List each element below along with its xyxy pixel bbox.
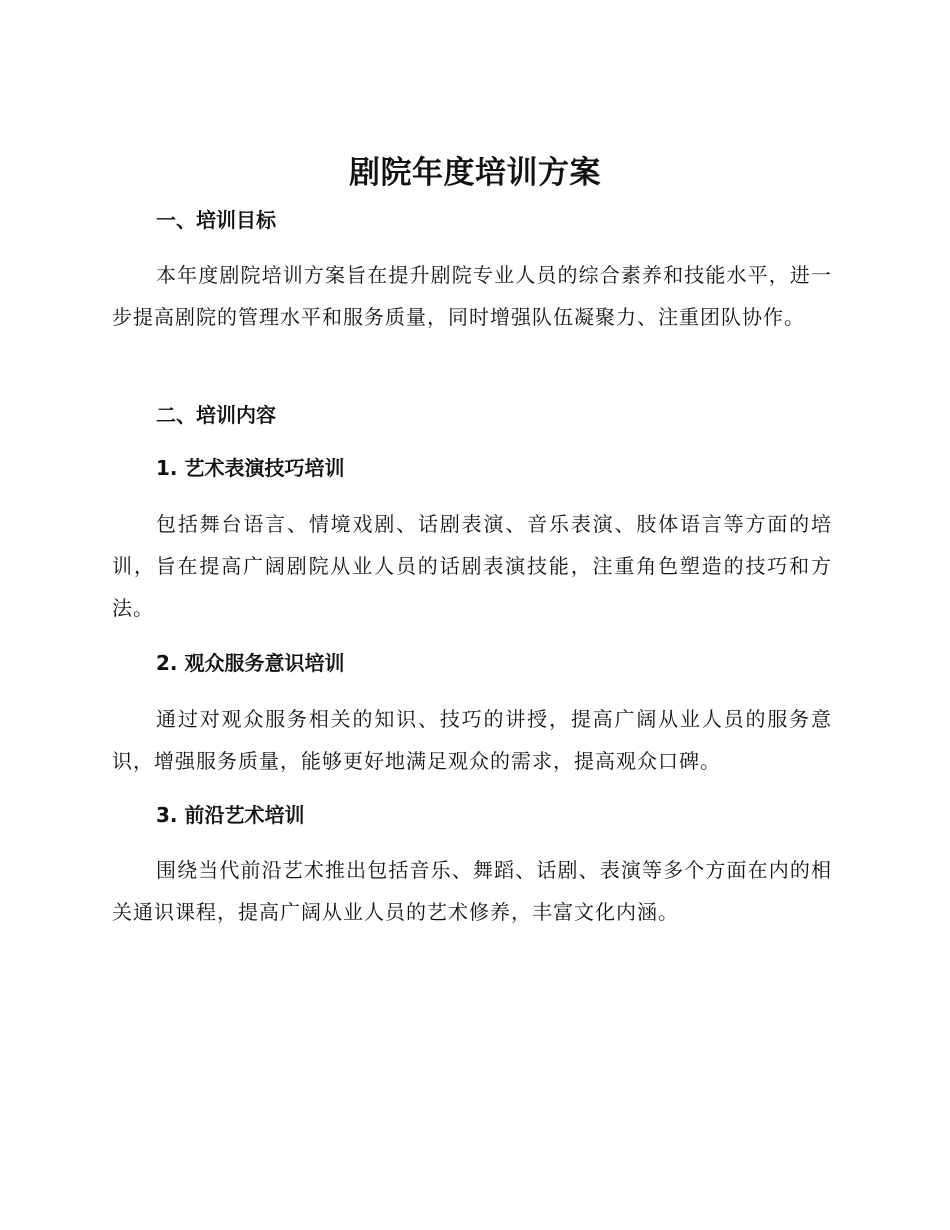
section-heading-goals: 一、培训目标 [156,208,276,232]
subsection-heading-audience-service: 2. 观众服务意识培训 [156,651,345,675]
section-heading-content: 二、培训内容 [156,403,276,427]
subsection-paragraph-audience-service: 通过对观众服务相关的知识、技巧的讲授，提高广阔从业人员的服务意识，增强服务质量，能够更好地满足观众的需求，提高观众口碑。 [112,707,832,773]
subsection-heading-frontier-art: 3. 前沿艺术培训 [156,803,305,827]
subsection-paragraph-performance: 包括舞台语言、情境戏剧、话剧表演、音乐表演、肢体语言等方面的培训，旨在提高广阔剧院从业人员的话剧表演技能，注重角色塑造的技巧和方法。 [112,512,832,620]
subsection-paragraph-frontier-art: 围绕当代前沿艺术推出包括音乐、舞蹈、话剧、表演等多个方面在内的相关通识课程，提高广阔从业人员的艺术修养，丰富文化内涵。 [112,858,832,924]
subsection-heading-performance: 1. 艺术表演技巧培训 [156,456,345,480]
section-paragraph-goals: 本年度剧院培训方案旨在提升剧院专业人员的综合素养和技能水平，进一步提高剧院的管理水平和服务质量，同时增强队伍凝聚力、注重团队协作。 [112,263,832,329]
document-title: 剧院年度培训方案 [349,155,601,191]
